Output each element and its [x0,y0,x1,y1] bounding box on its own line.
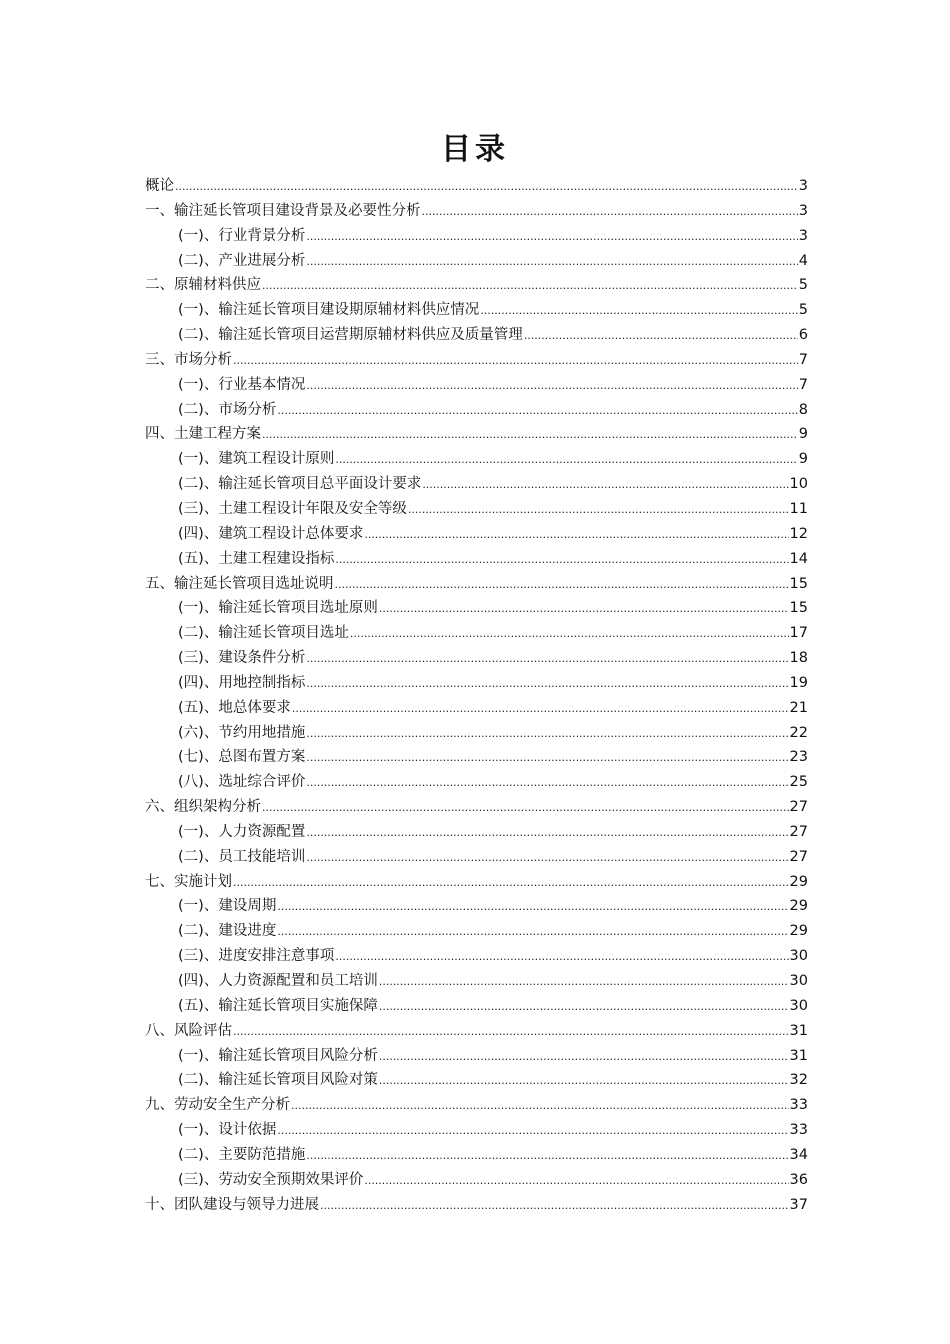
toc-entry-label: 概论 [145,178,174,194]
toc-subentry[interactable] [145,1068,808,1093]
toc-subentry[interactable] [145,472,808,497]
toc-subentry[interactable] [145,969,808,994]
toc-entry-label: 八、风险评估 [145,1022,232,1039]
dot-leader [277,920,788,945]
dot-leader [480,299,797,324]
toc-subentry[interactable] [145,944,808,969]
dot-leader [422,473,788,498]
toc-entry[interactable] [145,348,808,373]
dot-leader [335,548,788,573]
toc-page-number: 30 [789,948,808,965]
dot-leader [306,846,788,871]
toc-entry-label: 九、劳动安全生产分析 [145,1097,290,1114]
toc-subentry[interactable] [145,298,808,323]
toc-subentry[interactable] [145,721,808,746]
toc-entry-label: (一)、行业背景分析 [178,227,306,244]
dot-leader [306,722,788,747]
toc-subentry[interactable] [145,671,808,696]
toc-subentry[interactable] [145,596,808,621]
toc-entry-label: (八)、选址综合评价 [178,774,306,791]
dot-leader [422,200,798,225]
dot-leader [175,175,798,200]
dot-leader [335,573,789,598]
dot-leader [262,274,798,299]
toc-subentry[interactable] [145,547,808,572]
toc-page-number: 29 [789,923,808,940]
toc-entry[interactable] [145,199,808,224]
toc-entry-label: (四)、人力资源配置和员工培训 [178,973,378,989]
dot-leader [291,1094,789,1119]
toc-page-number: 21 [789,699,808,716]
toc-entry[interactable] [145,870,808,895]
toc-entry-label: (一)、人力资源配置 [178,823,306,840]
toc-entry[interactable] [145,795,808,820]
toc-page-number: 30 [789,973,808,989]
toc-page-number: 19 [789,674,808,691]
toc-page-number: 14 [789,550,808,567]
toc-page-number: 11 [789,500,808,517]
toc-entry[interactable] [145,1093,808,1118]
table-of-contents [145,174,808,1217]
toc-entry[interactable] [145,1193,808,1218]
dot-leader [233,349,798,374]
toc-entry-label: (二)、产业进展分析 [178,252,306,269]
toc-entry-label: (三)、土建工程设计年限及安全等级 [178,500,407,517]
toc-subentry[interactable] [145,820,808,845]
toc-subentry[interactable] [145,696,808,721]
dot-leader [233,1020,789,1045]
toc-subentry[interactable] [145,224,808,249]
toc-subentry[interactable] [145,894,808,919]
dot-leader [306,746,788,771]
dot-leader [379,1069,789,1094]
dot-leader [306,250,797,275]
toc-subentry[interactable] [145,398,808,423]
dot-leader [277,895,788,920]
dot-leader [320,1194,789,1219]
toc-entry[interactable] [145,1019,808,1044]
toc-page-number: 3 [798,178,808,194]
toc-entry-label: (一)、行业基本情况 [178,376,306,393]
toc-subentry[interactable] [145,1044,808,1069]
toc-page-number: 12 [789,525,808,542]
toc-entry-label: (二)、输注延长管项目总平面设计要求 [178,476,422,493]
toc-page-number: 27 [789,799,808,816]
toc-page-number: 4 [798,252,808,269]
toc-entry-label: (二)、输注延长管项目风险对策 [178,1072,378,1089]
toc-subentry[interactable] [145,522,808,547]
toc-subentry[interactable] [145,447,808,472]
toc-entry-label: 五、输注延长管项目选址说明 [145,575,334,592]
toc-page-number: 3 [798,227,808,244]
toc-entry-label: (一)、输注延长管项目选址原则 [178,600,378,617]
toc-entry-label: 六、组织架构分析 [145,799,261,816]
toc-entry[interactable] [145,273,808,298]
dot-leader [277,1119,788,1144]
toc-entry-label: (二)、输注延长管项目运营期原辅材料供应及质量管理 [178,327,523,344]
dot-leader [306,672,788,697]
dot-leader [379,597,789,622]
toc-entry-label: (三)、进度安排注意事项 [178,948,335,965]
toc-page-number: 6 [798,327,808,344]
toc-page-number: 31 [789,1022,808,1039]
toc-page-number: 27 [789,848,808,865]
toc-subentry[interactable] [145,919,808,944]
toc-entry-label: (三)、建设条件分析 [178,650,306,667]
toc-page-number: 29 [789,898,808,915]
toc-page-number: 31 [789,1047,808,1064]
dot-leader [364,523,788,548]
toc-entry[interactable] [145,572,808,597]
toc-page-number: 10 [789,476,808,493]
toc-page-number: 22 [789,724,808,741]
toc-entry-label: 四、土建工程方案 [145,426,261,443]
toc-subentry[interactable] [145,1118,808,1143]
toc-subentry[interactable] [145,1168,808,1193]
dot-leader [233,871,789,896]
toc-entry[interactable] [145,174,808,199]
toc-entry-label: 七、实施计划 [145,873,232,890]
dot-leader [306,821,788,846]
dot-leader [379,970,789,995]
toc-subentry[interactable] [145,745,808,770]
toc-entry[interactable] [145,422,808,447]
toc-page-number: 15 [789,575,808,592]
toc-page-number: 15 [789,600,808,617]
toc-page-number: 9 [798,451,808,468]
toc-page-number: 32 [789,1072,808,1089]
toc-entry-label: (一)、输注延长管项目风险分析 [178,1047,378,1064]
toc-title: 目录 [441,132,509,167]
toc-entry-label: (一)、建筑工程设计原则 [178,451,335,468]
toc-subentry[interactable] [145,994,808,1019]
toc-entry-label: (二)、输注延长管项目选址 [178,625,349,642]
dot-leader [292,697,789,722]
toc-page-number: 25 [789,774,808,791]
toc-page-number: 37 [789,1196,808,1213]
toc-entry-label: (四)、用地控制指标 [178,674,306,691]
toc-page-number: 5 [798,277,808,294]
dot-leader [379,995,789,1020]
toc-page-number: 17 [789,625,808,642]
toc-subentry[interactable] [145,373,808,398]
toc-page-number: 33 [789,1122,808,1139]
toc-subentry[interactable] [145,1143,808,1168]
toc-subentry[interactable] [145,323,808,348]
dot-leader [306,225,797,250]
dot-leader [262,796,789,821]
dot-leader [524,324,798,349]
toc-entry-label: (二)、员工技能培训 [178,848,306,865]
toc-entry-label: 二、原辅材料供应 [145,277,261,294]
toc-page-number: 30 [789,997,808,1014]
dot-leader [306,647,788,672]
toc-page-number: 33 [789,1097,808,1114]
toc-subentry[interactable] [145,646,808,671]
toc-entry-label: (五)、输注延长管项目实施保障 [178,997,378,1014]
toc-page-number: 23 [789,749,808,766]
toc-page-number: 27 [789,823,808,840]
toc-entry-label: (七)、总图布置方案 [178,749,306,766]
dot-leader [306,1144,788,1169]
toc-entry-label: (五)、土建工程建设指标 [178,550,335,567]
toc-page-number: 18 [789,650,808,667]
toc-entry-label: (三)、劳动安全预期效果评价 [178,1171,364,1188]
toc-entry-label: 十、团队建设与领导力进展 [145,1196,319,1213]
dot-leader [379,1045,789,1070]
toc-subentry[interactable] [145,845,808,870]
toc-entry-label: 三、市场分析 [145,351,232,368]
toc-entry-label: 一、输注延长管项目建设背景及必要性分析 [145,202,421,219]
dot-leader [306,374,797,399]
toc-entry-label: (一)、建设周期 [178,898,277,915]
toc-entry-label: (六)、节约用地措施 [178,724,306,741]
dot-leader [350,622,789,647]
toc-subentry[interactable] [145,249,808,274]
toc-entry-label: (二)、建设进度 [178,923,277,940]
toc-page-number: 5 [798,302,808,319]
toc-entry-label: (二)、市场分析 [178,401,277,418]
toc-subentry[interactable] [145,621,808,646]
toc-entry-label: (五)、地总体要求 [178,699,291,716]
toc-page-number: 29 [789,873,808,890]
toc-page-number: 34 [789,1146,808,1163]
toc-page-number: 7 [798,351,808,368]
dot-leader [306,771,788,796]
toc-entry-label: (一)、输注延长管项目建设期原辅材料供应情况 [178,302,480,319]
dot-leader [408,498,789,523]
toc-page-number: 7 [798,376,808,393]
toc-entry-label: (一)、设计依据 [178,1122,277,1139]
dot-leader [277,399,797,424]
toc-page-number: 36 [789,1171,808,1188]
dot-leader [335,448,797,473]
dot-leader [364,1169,788,1194]
toc-entry-label: (二)、主要防范措施 [178,1146,306,1163]
toc-subentry[interactable] [145,770,808,795]
toc-entry-label: (四)、建筑工程设计总体要求 [178,525,364,542]
toc-subentry[interactable] [145,497,808,522]
toc-page-number: 3 [798,202,808,219]
toc-page-number: 9 [798,426,808,443]
dot-leader [262,423,798,448]
toc-page-number: 8 [798,401,808,418]
dot-leader [335,945,788,970]
